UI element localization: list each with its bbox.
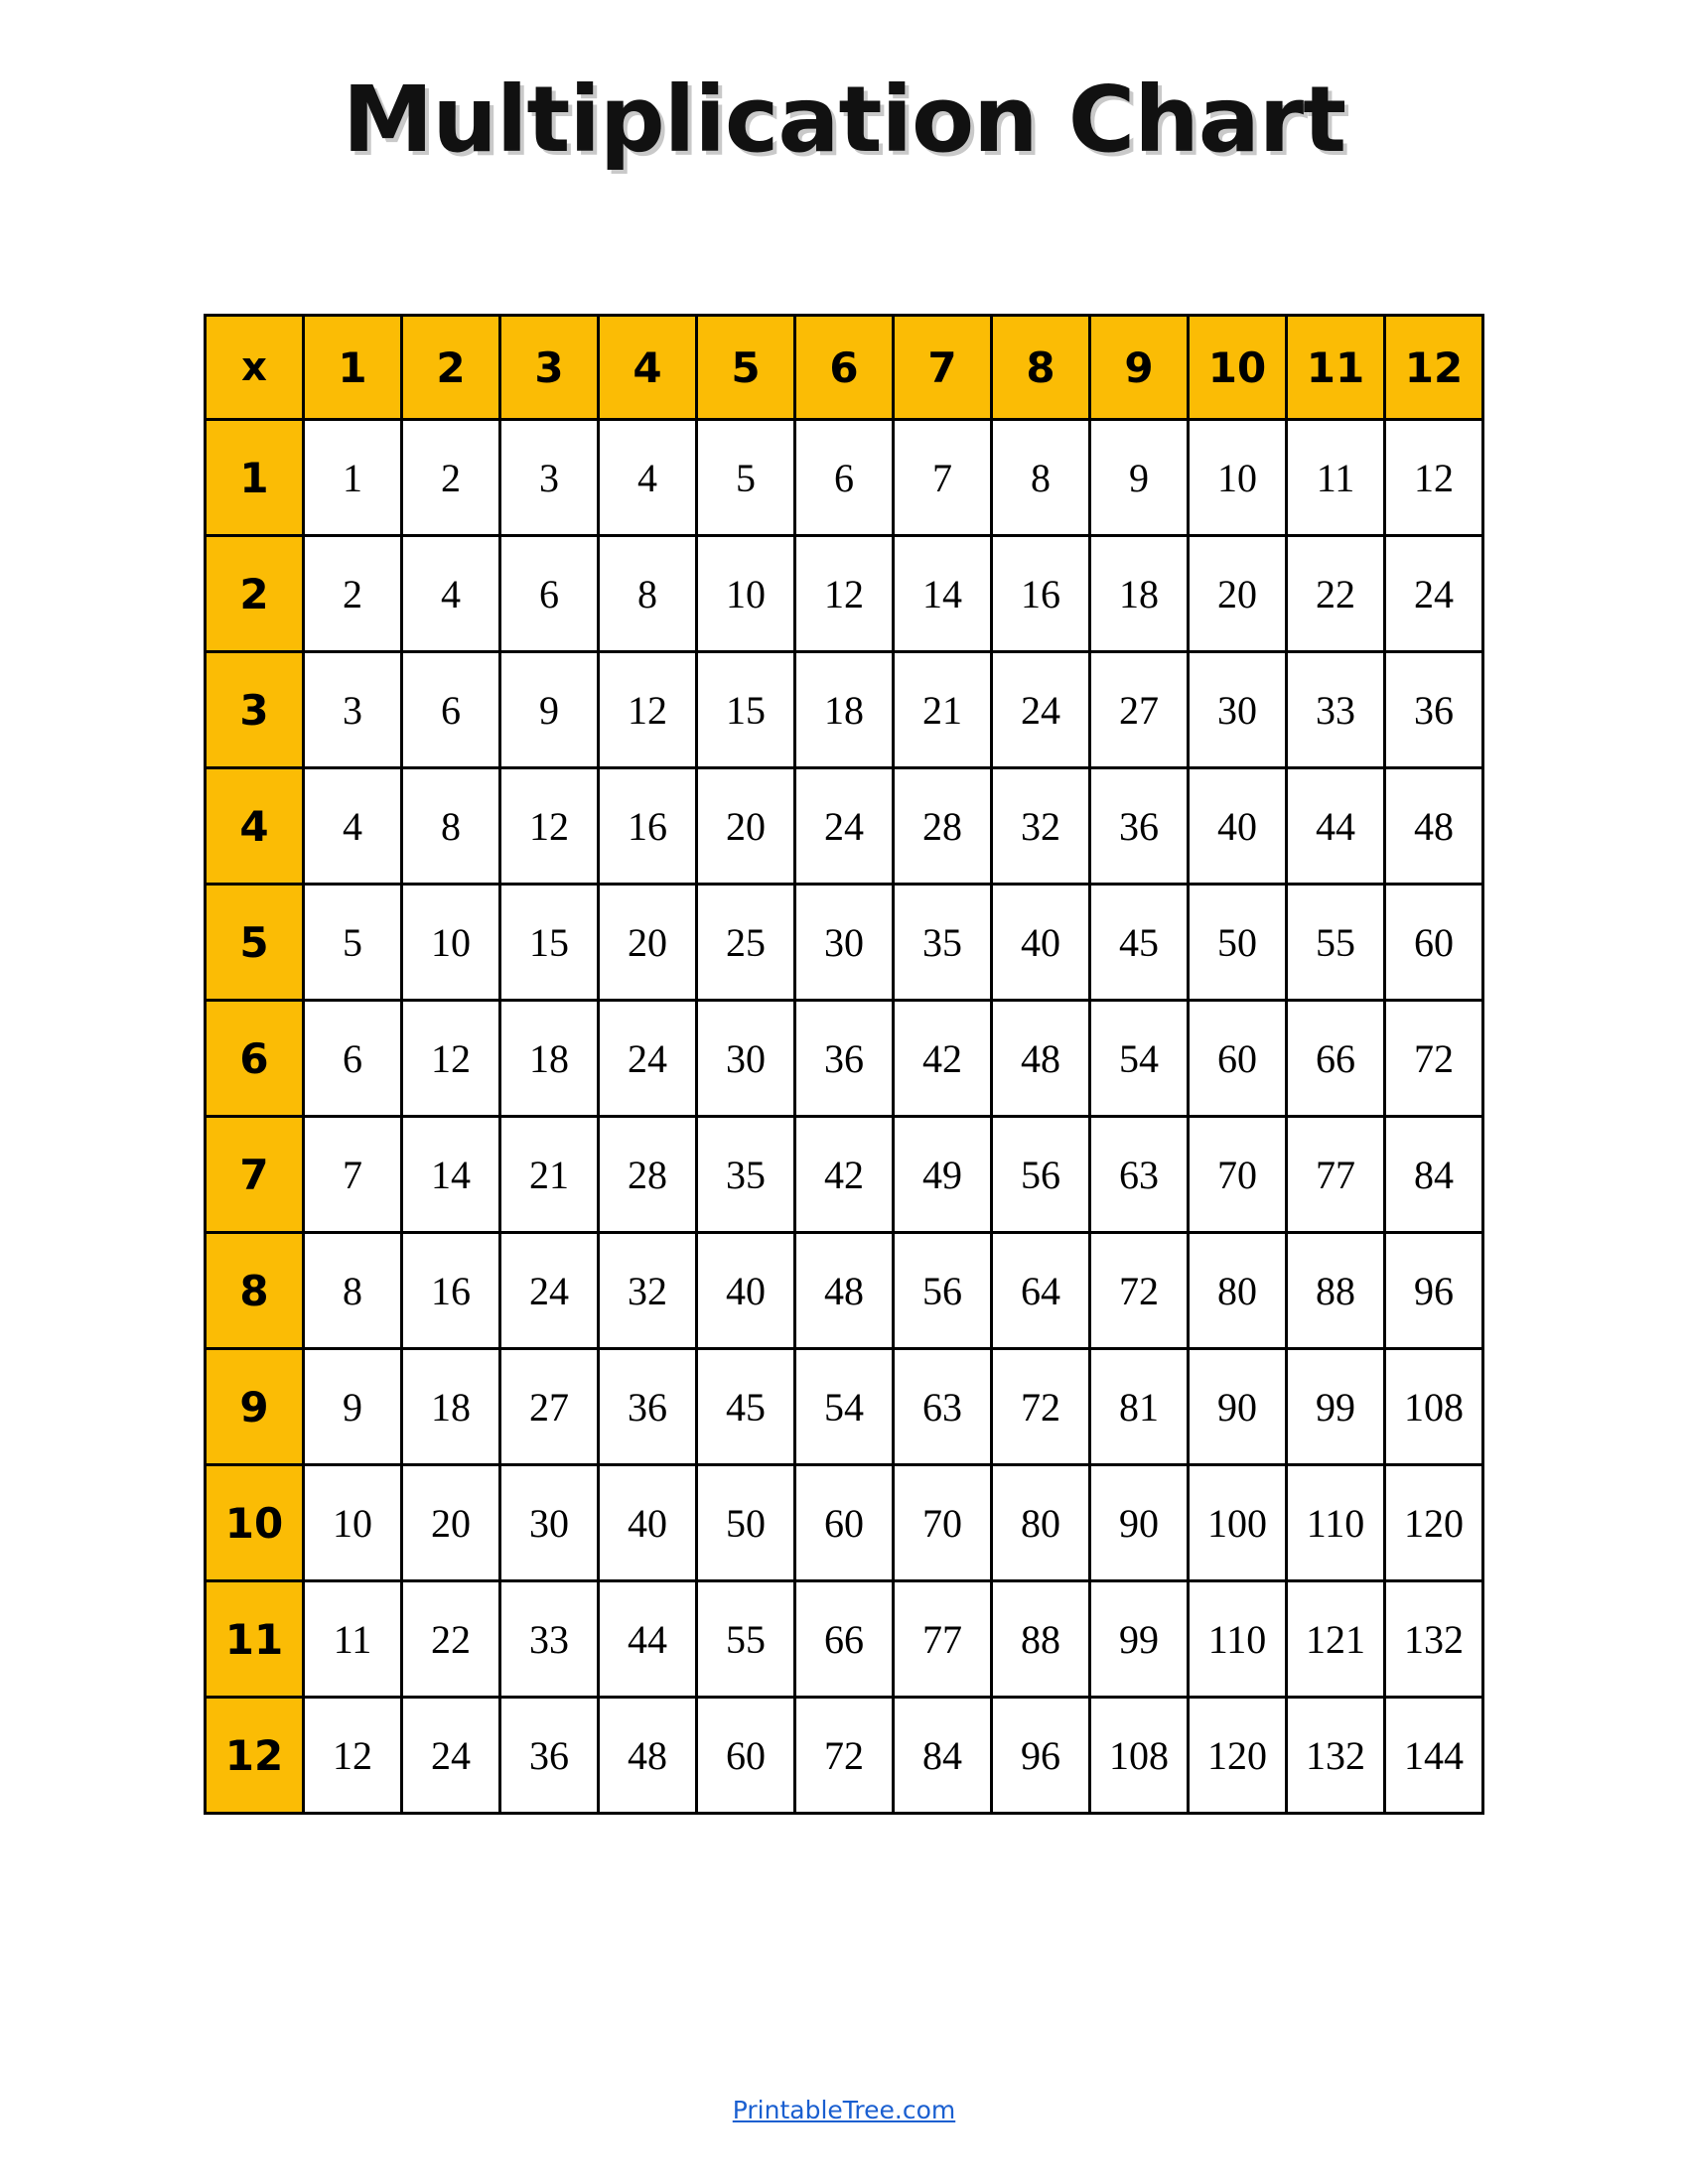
cell-3-2: 6 [402, 652, 500, 768]
cell-2-2: 4 [402, 536, 500, 652]
cell-10-2: 20 [402, 1465, 500, 1581]
cell-5-2: 10 [402, 885, 500, 1001]
cell-8-7: 56 [894, 1233, 992, 1349]
cell-1-4: 4 [599, 420, 697, 536]
cell-1-9: 9 [1090, 420, 1189, 536]
footer [733, 2096, 955, 2124]
cell-8-2: 16 [402, 1233, 500, 1349]
cell-9-7: 63 [894, 1349, 992, 1465]
cell-4-8: 32 [992, 768, 1090, 885]
cell-5-5: 25 [697, 885, 795, 1001]
cell-3-9: 27 [1090, 652, 1189, 768]
cell-9-10: 90 [1189, 1349, 1287, 1465]
cell-1-8: 8 [992, 420, 1090, 536]
cell-2-6: 12 [795, 536, 894, 652]
cell-10-6: 60 [795, 1465, 894, 1581]
row-header-8: 8 [206, 1233, 304, 1349]
cell-12-12: 144 [1385, 1698, 1483, 1814]
cell-10-4: 40 [599, 1465, 697, 1581]
cell-11-6: 66 [795, 1581, 894, 1698]
cell-5-10: 50 [1189, 885, 1287, 1001]
cell-5-8: 40 [992, 885, 1090, 1001]
cell-5-9: 45 [1090, 885, 1189, 1001]
cell-6-8: 48 [992, 1001, 1090, 1117]
column-header-5: 5 [697, 316, 795, 420]
cell-9-11: 99 [1287, 1349, 1385, 1465]
cell-4-9: 36 [1090, 768, 1189, 885]
cell-5-7: 35 [894, 885, 992, 1001]
cell-6-4: 24 [599, 1001, 697, 1117]
cell-10-10: 100 [1189, 1465, 1287, 1581]
row-header-12: 12 [206, 1698, 304, 1814]
cell-9-6: 54 [795, 1349, 894, 1465]
multiplication-table [204, 314, 1484, 1815]
cell-1-1: 1 [304, 420, 402, 536]
cell-2-3: 6 [500, 536, 599, 652]
cell-6-1: 6 [304, 1001, 402, 1117]
row-header-2: 2 [206, 536, 304, 652]
cell-1-12: 12 [1385, 420, 1483, 536]
footer-site-link[interactable]: PrintableTree.com [732, 2096, 956, 2124]
cell-8-10: 80 [1189, 1233, 1287, 1349]
cell-8-8: 64 [992, 1233, 1090, 1349]
cell-5-3: 15 [500, 885, 599, 1001]
table-row [206, 536, 1483, 652]
table-row [206, 1117, 1483, 1233]
cell-10-11: 110 [1287, 1465, 1385, 1581]
cell-2-4: 8 [599, 536, 697, 652]
cell-8-6: 48 [795, 1233, 894, 1349]
cell-8-12: 96 [1385, 1233, 1483, 1349]
row-header-1: 1 [206, 420, 304, 536]
cell-1-3: 3 [500, 420, 599, 536]
cell-6-2: 12 [402, 1001, 500, 1117]
column-header-8: 8 [992, 316, 1090, 420]
table-row [206, 1465, 1483, 1581]
cell-5-11: 55 [1287, 885, 1385, 1001]
cell-11-11: 121 [1287, 1581, 1385, 1698]
cell-4-1: 4 [304, 768, 402, 885]
table-row [206, 652, 1483, 768]
cell-10-8: 80 [992, 1465, 1090, 1581]
cell-4-10: 40 [1189, 768, 1287, 885]
cell-4-7: 28 [894, 768, 992, 885]
column-header-1: 1 [304, 316, 402, 420]
cell-2-9: 18 [1090, 536, 1189, 652]
cell-8-1: 8 [304, 1233, 402, 1349]
cell-7-3: 21 [500, 1117, 599, 1233]
cell-6-3: 18 [500, 1001, 599, 1117]
row-header-9: 9 [206, 1349, 304, 1465]
cell-2-8: 16 [992, 536, 1090, 652]
cell-12-2: 24 [402, 1698, 500, 1814]
row-header-10: 10 [206, 1465, 304, 1581]
table-header-row [206, 316, 1483, 420]
cell-12-1: 12 [304, 1698, 402, 1814]
cell-11-12: 132 [1385, 1581, 1483, 1698]
cell-11-9: 99 [1090, 1581, 1189, 1698]
cell-3-7: 21 [894, 652, 992, 768]
column-header-6: 6 [795, 316, 894, 420]
cell-12-6: 72 [795, 1698, 894, 1814]
table-row [206, 768, 1483, 885]
cell-7-9: 63 [1090, 1117, 1189, 1233]
cell-12-7: 84 [894, 1698, 992, 1814]
cell-11-5: 55 [697, 1581, 795, 1698]
cell-1-6: 6 [795, 420, 894, 536]
cell-7-2: 14 [402, 1117, 500, 1233]
cell-10-12: 120 [1385, 1465, 1483, 1581]
cell-9-2: 18 [402, 1349, 500, 1465]
cell-11-1: 11 [304, 1581, 402, 1698]
cell-4-4: 16 [599, 768, 697, 885]
cell-4-6: 24 [795, 768, 894, 885]
cell-9-8: 72 [992, 1349, 1090, 1465]
cell-3-1: 3 [304, 652, 402, 768]
cell-5-4: 20 [599, 885, 697, 1001]
cell-10-9: 90 [1090, 1465, 1189, 1581]
cell-11-3: 33 [500, 1581, 599, 1698]
cell-9-4: 36 [599, 1349, 697, 1465]
cell-8-5: 40 [697, 1233, 795, 1349]
cell-4-3: 12 [500, 768, 599, 885]
table-row [206, 1001, 1483, 1117]
cell-7-8: 56 [992, 1117, 1090, 1233]
cell-8-11: 88 [1287, 1233, 1385, 1349]
cell-7-11: 77 [1287, 1117, 1385, 1233]
cell-4-2: 8 [402, 768, 500, 885]
table-row [206, 420, 1483, 536]
cell-5-12: 60 [1385, 885, 1483, 1001]
cell-9-9: 81 [1090, 1349, 1189, 1465]
row-header-4: 4 [206, 768, 304, 885]
cell-12-5: 60 [697, 1698, 795, 1814]
cell-11-7: 77 [894, 1581, 992, 1698]
cell-10-7: 70 [894, 1465, 992, 1581]
cell-11-4: 44 [599, 1581, 697, 1698]
cell-9-3: 27 [500, 1349, 599, 1465]
cell-1-2: 2 [402, 420, 500, 536]
cell-10-5: 50 [697, 1465, 795, 1581]
cell-12-3: 36 [500, 1698, 599, 1814]
cell-1-10: 10 [1189, 420, 1287, 536]
column-header-3: 3 [500, 316, 599, 420]
cell-10-3: 30 [500, 1465, 599, 1581]
column-header-7: 7 [894, 316, 992, 420]
row-header-11: 11 [206, 1581, 304, 1698]
cell-5-6: 30 [795, 885, 894, 1001]
cell-7-5: 35 [697, 1117, 795, 1233]
cell-9-5: 45 [697, 1349, 795, 1465]
column-header-9: 9 [1090, 316, 1189, 420]
row-header-5: 5 [206, 885, 304, 1001]
cell-2-12: 24 [1385, 536, 1483, 652]
cell-6-9: 54 [1090, 1001, 1189, 1117]
cell-3-10: 30 [1189, 652, 1287, 768]
cell-3-3: 9 [500, 652, 599, 768]
row-header-7: 7 [206, 1117, 304, 1233]
table-row [206, 1349, 1483, 1465]
cell-3-11: 33 [1287, 652, 1385, 768]
cell-11-2: 22 [402, 1581, 500, 1698]
cell-5-1: 5 [304, 885, 402, 1001]
multiplication-table-container [204, 314, 1484, 1815]
table-corner-cell: x [206, 316, 304, 420]
cell-12-11: 132 [1287, 1698, 1385, 1814]
table-row [206, 1698, 1483, 1814]
cell-6-5: 30 [697, 1001, 795, 1117]
cell-4-5: 20 [697, 768, 795, 885]
column-header-11: 11 [1287, 316, 1385, 420]
cell-3-5: 15 [697, 652, 795, 768]
cell-1-11: 11 [1287, 420, 1385, 536]
cell-2-11: 22 [1287, 536, 1385, 652]
cell-12-9: 108 [1090, 1698, 1189, 1814]
cell-6-12: 72 [1385, 1001, 1483, 1117]
multiplication-table-body [206, 316, 1483, 1814]
cell-7-7: 49 [894, 1117, 992, 1233]
row-header-6: 6 [206, 1001, 304, 1117]
column-header-2: 2 [402, 316, 500, 420]
cell-6-7: 42 [894, 1001, 992, 1117]
column-header-12: 12 [1385, 316, 1483, 420]
cell-6-11: 66 [1287, 1001, 1385, 1117]
cell-10-1: 10 [304, 1465, 402, 1581]
cell-4-11: 44 [1287, 768, 1385, 885]
cell-12-4: 48 [599, 1698, 697, 1814]
cell-7-4: 28 [599, 1117, 697, 1233]
cell-3-6: 18 [795, 652, 894, 768]
cell-11-8: 88 [992, 1581, 1090, 1698]
table-row [206, 1233, 1483, 1349]
column-header-10: 10 [1189, 316, 1287, 420]
column-header-4: 4 [599, 316, 697, 420]
cell-3-12: 36 [1385, 652, 1483, 768]
table-row [206, 885, 1483, 1001]
cell-12-8: 96 [992, 1698, 1090, 1814]
row-header-3: 3 [206, 652, 304, 768]
cell-4-12: 48 [1385, 768, 1483, 885]
page-title: Multiplication Chart [342, 67, 1346, 173]
cell-7-10: 70 [1189, 1117, 1287, 1233]
cell-7-1: 7 [304, 1117, 402, 1233]
cell-2-5: 10 [697, 536, 795, 652]
cell-6-6: 36 [795, 1001, 894, 1117]
cell-6-10: 60 [1189, 1001, 1287, 1117]
cell-3-4: 12 [599, 652, 697, 768]
cell-8-4: 32 [599, 1233, 697, 1349]
cell-3-8: 24 [992, 652, 1090, 768]
cell-2-1: 2 [304, 536, 402, 652]
cell-7-12: 84 [1385, 1117, 1483, 1233]
cell-7-6: 42 [795, 1117, 894, 1233]
cell-2-10: 20 [1189, 536, 1287, 652]
cell-8-3: 24 [500, 1233, 599, 1349]
cell-9-12: 108 [1385, 1349, 1483, 1465]
cell-8-9: 72 [1090, 1233, 1189, 1349]
cell-1-7: 7 [894, 420, 992, 536]
cell-12-10: 120 [1189, 1698, 1287, 1814]
cell-11-10: 110 [1189, 1581, 1287, 1698]
cell-9-1: 9 [304, 1349, 402, 1465]
table-row [206, 1581, 1483, 1698]
cell-1-5: 5 [697, 420, 795, 536]
cell-2-7: 14 [894, 536, 992, 652]
